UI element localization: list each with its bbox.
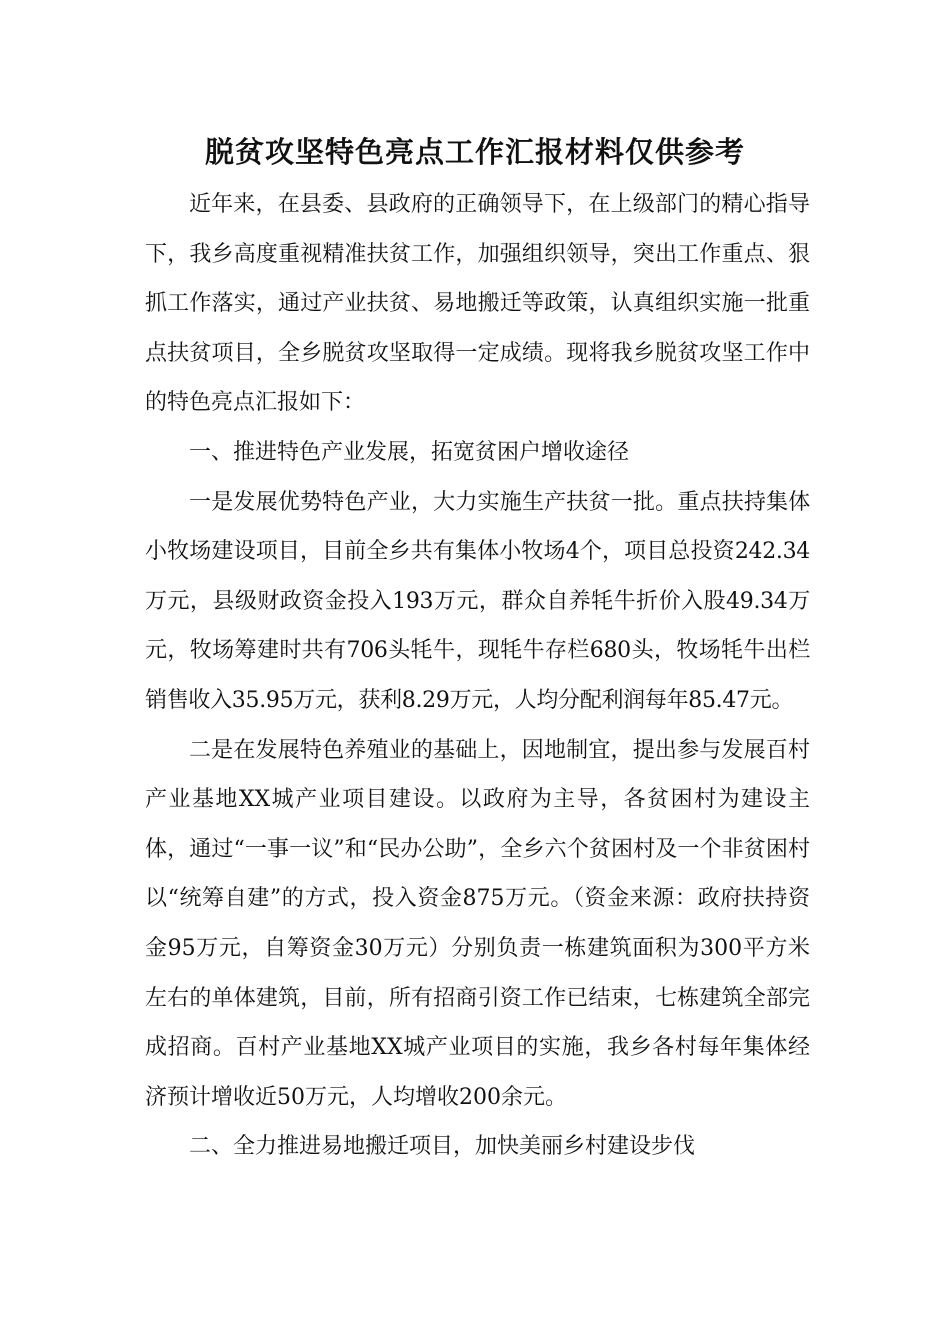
paragraph-industry-base: 二是在发展特色养殖业的基础上，因地制宜，提出参与发展百村产业基地XX城产业项目建设。以政府为主导，各贫困村为建设主体，通过“一事一议”和“民办公助”，全乡六个贫困村及一个非贫困村以“统筹自建”的方式，投入资金875万元。（资金来源：政府扶持资金95万元，自筹资金30万元）分别负责一栋建筑面积为300平方米左右的单体建筑，目前，所有招商引资工作已结束，七栋建筑全部完成招商。百村产业基地XX城产业项目的实施，我乡各村每年集体经济预计增收近50万元，人均增收200余元。 [145,737,810,1110]
document-title: 脱贫攻坚特色亮点工作汇报材料仅供参考 [204,135,745,169]
section-heading-2: 二、全力推进易地搬迁项目，加快美丽乡村建设步伐 [189,1134,696,1160]
document-body [145,180,810,1172]
section-heading-1: 一、推进特色产业发展，拓宽贫困户增收途径 [189,439,630,465]
paragraph-intro: 近年来，在县委、县政府的正确领导下，在上级部门的精心指导下，我乡高度重视精准扶贫工作，加强组织领导，突出工作重点、狠抓工作落实，通过产业扶贫、易地搬迁等政策，认真组织实施一批重点扶贫项目，全乡脱贫攻坚取得一定成绩。现将我乡脱贫攻坚工作中的特色亮点汇报如下： [145,192,810,416]
paragraph-pasture: 一是发展优势特色产业，大力实施生产扶贫一批。重点扶持集体小牧场建设项目，目前全乡共有集体小牧场4个，项目总投资242.34万元，县级财政资金投入193万元，群众自养牦牛折价入股49.34万元，牧场筹建时共有706头牦牛，现牦牛存栏680头，牧场牦牛出栏销售收入35.95万元，获利8.29万元，人均分配利润每年85.47元。 [145,489,810,713]
